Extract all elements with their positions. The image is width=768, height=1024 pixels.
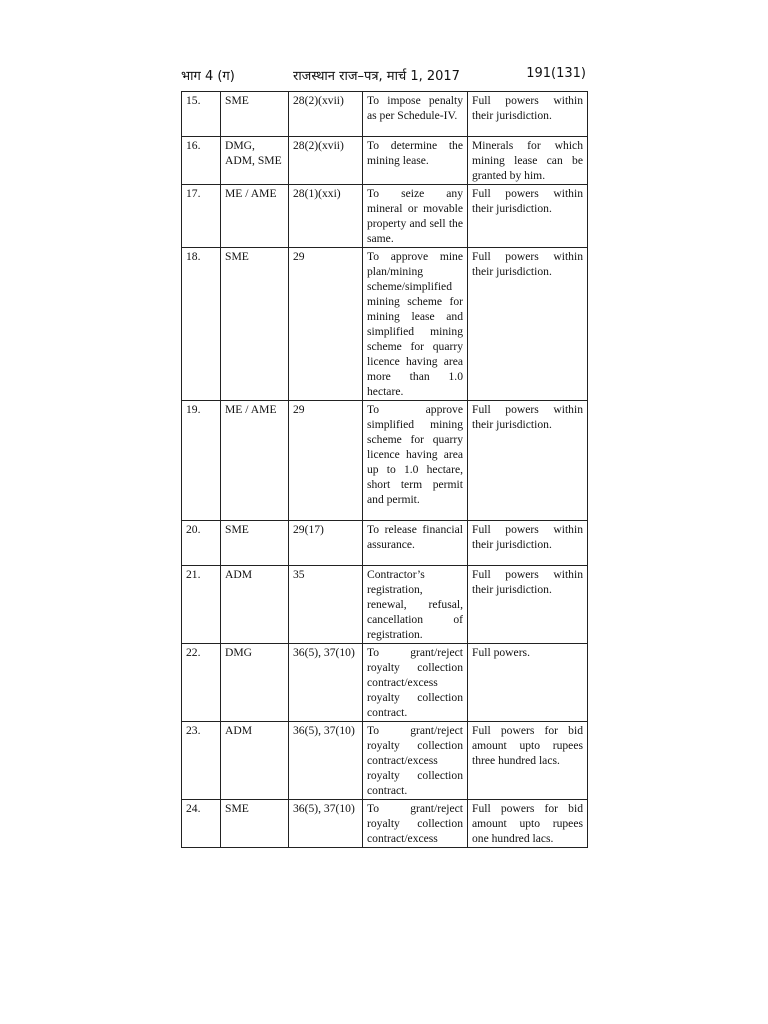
serial-number: 19.: [182, 401, 221, 521]
table-row: [182, 800, 588, 848]
power-cell: Contractor’s registration, renewal, refusal, cancellation of registration.: [363, 566, 468, 644]
power-cell: To approve mine plan/mining scheme/simplified mining scheme for mining lease and simplified mining scheme for quarry licence having area more than 1.0 hectare.: [363, 248, 468, 401]
power-cell: To approve simplified mining scheme for quarry licence having area up to 1.0 hectare, short term permit and permit.: [363, 401, 468, 521]
serial-number: 16.: [182, 137, 221, 185]
rule-cell: 36(5), 37(10): [289, 722, 363, 800]
delegation-table: [181, 91, 588, 848]
table-row: [182, 722, 588, 800]
table-row: [182, 644, 588, 722]
rule-cell: 28(2)(xvii): [289, 137, 363, 185]
gazette-title: राजस्थान राज–पत्र, मार्च 1, 2017: [293, 69, 460, 84]
authority-cell: ADM: [221, 566, 289, 644]
table-row: [182, 401, 588, 521]
rule-cell: 36(5), 37(10): [289, 800, 363, 848]
table-row: [182, 185, 588, 248]
authority-cell: ME / AME: [221, 401, 289, 521]
serial-number: 24.: [182, 800, 221, 848]
page-number: 191(131): [526, 66, 586, 81]
power-cell: To release financial assurance.: [363, 521, 468, 566]
serial-number: 23.: [182, 722, 221, 800]
part-label: भाग 4 (ग): [181, 69, 235, 84]
power-cell: To grant/reject royalty collection contract/excess royalty collection contract.: [363, 644, 468, 722]
rule-cell: 29(17): [289, 521, 363, 566]
power-cell: To determine the mining lease.: [363, 137, 468, 185]
authority-cell: ADM: [221, 722, 289, 800]
extent-cell: Full powers within their jurisdiction.: [468, 92, 588, 137]
authority-cell: DMG, ADM, SME: [221, 137, 289, 185]
power-cell: To grant/reject royalty collection contract/excess: [363, 800, 468, 848]
extent-cell: Minerals for which mining lease can be granted by him.: [468, 137, 588, 185]
authority-cell: SME: [221, 521, 289, 566]
authority-cell: SME: [221, 92, 289, 137]
table-row: [182, 566, 588, 644]
table-row: [182, 521, 588, 566]
page-header: [181, 64, 586, 86]
extent-cell: Full powers within their jurisdiction.: [468, 566, 588, 644]
extent-cell: Full powers for bid amount upto rupees one hundred lacs.: [468, 800, 588, 848]
rule-cell: 35: [289, 566, 363, 644]
power-cell: To seize any mineral or movable property and sell the same.: [363, 185, 468, 248]
extent-cell: Full powers within their jurisdiction.: [468, 185, 588, 248]
table-row: [182, 248, 588, 401]
rule-cell: 28(1)(xxi): [289, 185, 363, 248]
authority-cell: SME: [221, 800, 289, 848]
extent-cell: Full powers for bid amount upto rupees three hundred lacs.: [468, 722, 588, 800]
extent-cell: Full powers.: [468, 644, 588, 722]
serial-number: 20.: [182, 521, 221, 566]
serial-number: 15.: [182, 92, 221, 137]
rule-cell: 29: [289, 248, 363, 401]
authority-cell: DMG: [221, 644, 289, 722]
authority-cell: ME / AME: [221, 185, 289, 248]
serial-number: 22.: [182, 644, 221, 722]
serial-number: 21.: [182, 566, 221, 644]
power-cell: To grant/reject royalty collection contract/excess royalty collection contract.: [363, 722, 468, 800]
authority-cell: SME: [221, 248, 289, 401]
table-row: [182, 137, 588, 185]
extent-cell: Full powers within their jurisdiction.: [468, 248, 588, 401]
serial-number: 17.: [182, 185, 221, 248]
rule-cell: 36(5), 37(10): [289, 644, 363, 722]
extent-cell: Full powers within their jurisdiction.: [468, 521, 588, 566]
rule-cell: 29: [289, 401, 363, 521]
table-row: [182, 92, 588, 137]
power-cell: To impose penalty as per Schedule-IV.: [363, 92, 468, 137]
extent-cell: Full powers within their jurisdiction.: [468, 401, 588, 521]
rule-cell: 28(2)(xvii): [289, 92, 363, 137]
serial-number: 18.: [182, 248, 221, 401]
